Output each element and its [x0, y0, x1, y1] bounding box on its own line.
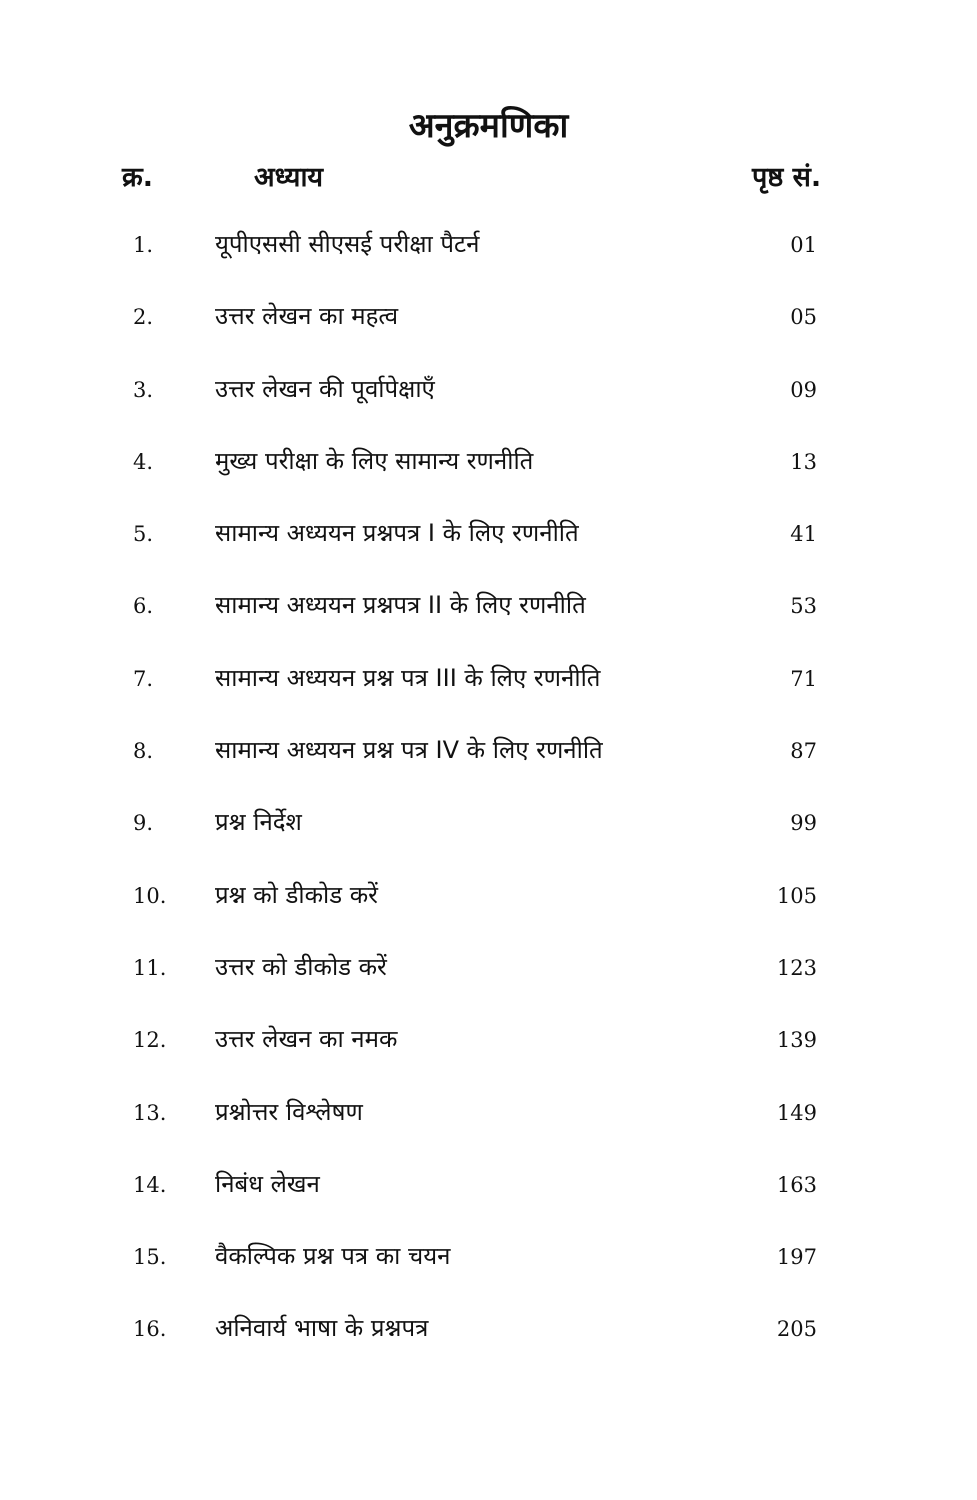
- toc-entry-title: वैकल्पिक प्रश्न पत्र का चयन: [215, 1242, 451, 1271]
- toc-entry-title: निबंध लेखन: [215, 1169, 320, 1198]
- toc-entry: [0, 575, 977, 647]
- toc-entry: [0, 503, 977, 575]
- toc-entry-page: 139: [776, 1028, 817, 1053]
- toc-entry-number: 6.: [133, 594, 154, 619]
- toc-entry-title: उत्तर लेखन की पूर्वापेक्षाएँ: [215, 374, 435, 403]
- column-header-serial-number: क्र.: [122, 162, 153, 193]
- toc-entry-title: सामान्य अध्ययन प्रश्नपत्र I के लिए रणनीति: [215, 519, 579, 548]
- toc-entry: [0, 1154, 977, 1226]
- toc-entry-number: 10.: [133, 883, 167, 908]
- toc-entry: [0, 431, 977, 503]
- toc-entry-title: सामान्य अध्ययन प्रश्न पत्र III के लिए रणनीति: [215, 663, 601, 692]
- toc-entry-page: 13: [790, 449, 817, 474]
- toc-entry: [0, 720, 977, 792]
- toc-entry: [0, 1298, 977, 1370]
- toc-entry-title: उत्तर लेखन का नमक: [215, 1025, 398, 1054]
- toc-entry-number: 4.: [133, 449, 154, 474]
- toc-entry: [0, 1226, 977, 1298]
- toc-entry-title: सामान्य अध्ययन प्रश्नपत्र II के लिए रणनीति: [215, 591, 586, 620]
- toc-entry-number: 2.: [133, 305, 154, 330]
- toc-entry-number: 12.: [133, 1028, 167, 1053]
- toc-entry-page: 09: [790, 377, 817, 402]
- toc-entry-title: उत्तर को डीकोड करें: [215, 952, 387, 981]
- column-header-page-number: पृष्ठ सं.: [752, 162, 822, 193]
- toc-entry-number: 11.: [133, 955, 167, 980]
- toc-entry-page: 205: [776, 1317, 817, 1342]
- toc-entry-number: 7.: [133, 666, 154, 691]
- toc-entry: [0, 865, 977, 937]
- toc-entry-page: 197: [776, 1245, 817, 1270]
- toc-entry-number: 14.: [133, 1172, 167, 1197]
- toc-entry: [0, 792, 977, 864]
- toc-entry: [0, 648, 977, 720]
- toc-entry-title: सामान्य अध्ययन प्रश्न पत्र IV के लिए रणनीति: [215, 736, 603, 765]
- page-title: अनुक्रमणिका: [408, 106, 569, 146]
- toc-entry-number: 1.: [133, 233, 154, 257]
- toc-entry-page: 105: [776, 883, 817, 908]
- toc-entry: [0, 214, 977, 286]
- toc-entry-page: 163: [776, 1172, 817, 1197]
- toc-entry-number: 13.: [133, 1100, 167, 1125]
- toc-entry-title: प्रश्नोत्तर विश्लेषण: [215, 1097, 363, 1126]
- toc-entry-page: 123: [776, 955, 817, 980]
- toc-entry-page: 71: [790, 666, 817, 691]
- toc-entry: [0, 1009, 977, 1081]
- toc-entry-page: 53: [790, 594, 817, 619]
- toc-entry-title: यूपीएससी सीएसई परीक्षा पैटर्न: [215, 230, 480, 258]
- toc-entry: [0, 286, 977, 358]
- toc-entry-title: उत्तर लेखन का महत्व: [215, 302, 399, 331]
- toc-entry-number: 8.: [133, 739, 154, 764]
- toc-entry-page: 05: [790, 305, 817, 330]
- toc-entry: [0, 359, 977, 431]
- column-header-chapter: अध्याय: [254, 162, 324, 193]
- toc-entry-number: 3.: [133, 377, 154, 402]
- toc-list: [0, 214, 977, 1371]
- toc-entry-page: 41: [790, 522, 817, 547]
- toc-entry-title: प्रश्न निर्देश: [215, 808, 302, 837]
- toc-entry-number: 16.: [133, 1317, 167, 1342]
- toc-entry: [0, 1082, 977, 1154]
- toc-entry-title: मुख्य परीक्षा के लिए सामान्य रणनीति: [215, 446, 534, 475]
- toc-entry-number: 15.: [133, 1245, 167, 1270]
- toc-entry-title: अनिवार्य भाषा के प्रश्नपत्र: [215, 1314, 429, 1343]
- toc-entry-page: 87: [790, 739, 817, 764]
- toc-entry-number: 9.: [133, 811, 154, 836]
- toc-entry-page: 99: [790, 811, 817, 836]
- toc-entry-page: 149: [776, 1100, 817, 1125]
- toc-entry: [0, 937, 977, 1009]
- toc-entry-title: प्रश्न को डीकोड करें: [215, 880, 378, 909]
- toc-entry-number: 5.: [133, 522, 154, 547]
- toc-entry-page: 01: [790, 233, 817, 257]
